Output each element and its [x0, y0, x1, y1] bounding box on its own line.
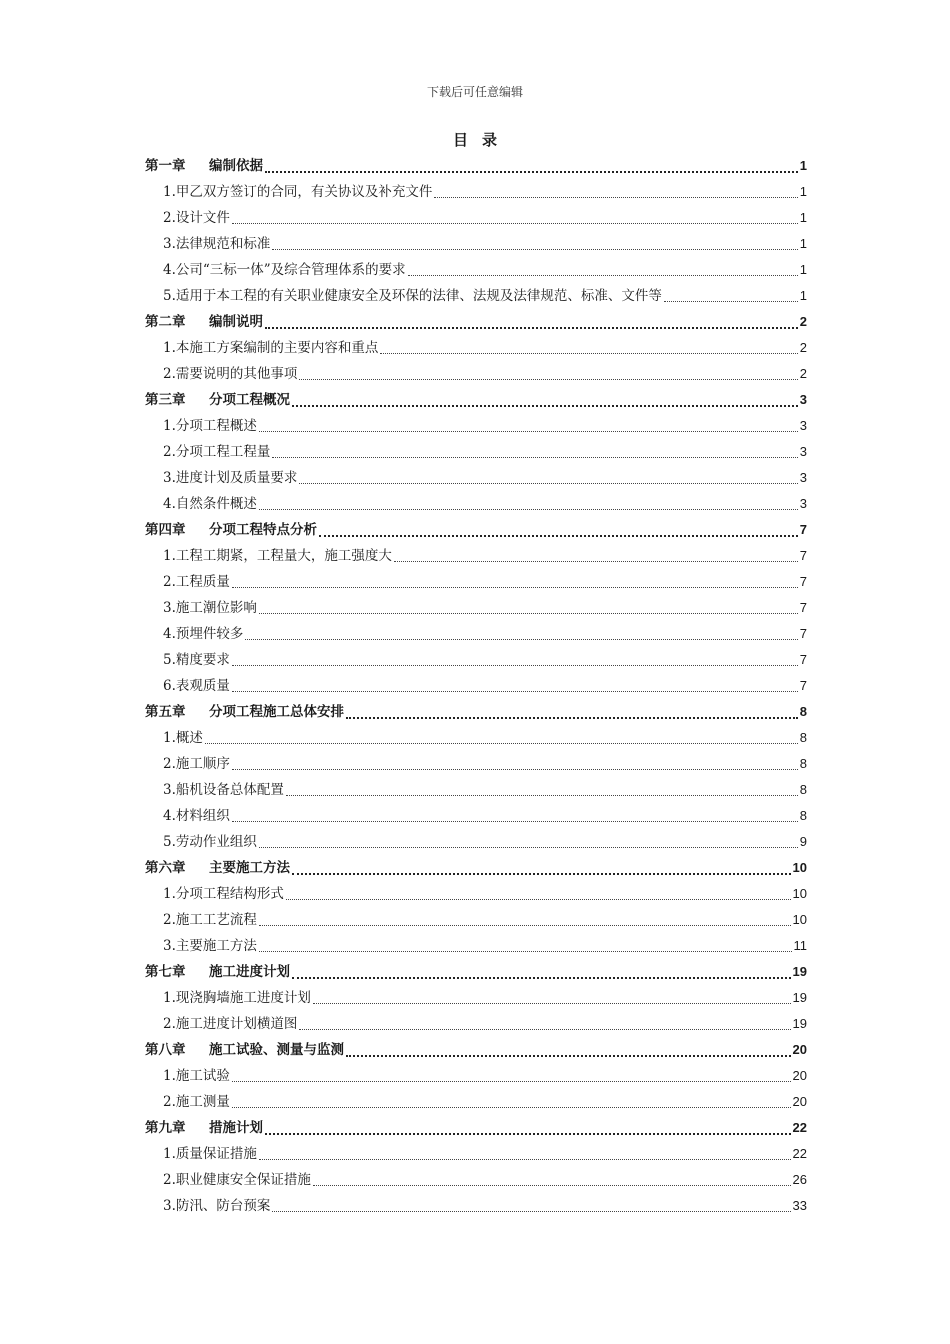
toc-entry-label: [163, 777, 284, 803]
toc-section-entry[interactable]: [145, 647, 807, 673]
toc-entry-title: 3.主要施工方法: [163, 938, 257, 954]
toc-section-entry[interactable]: [145, 829, 807, 855]
toc-entry-title: 措施计划: [209, 1120, 263, 1136]
chapter-number: 第四章: [145, 522, 186, 538]
toc-entry-title: 2.施工工艺流程: [163, 912, 257, 928]
toc-section-entry[interactable]: [145, 777, 807, 803]
toc-entry-label: [163, 933, 257, 959]
toc-page-number: 3: [799, 444, 807, 459]
dot-leader: [319, 534, 798, 537]
dot-leader: [232, 664, 798, 666]
toc-entry-label: [163, 1167, 311, 1193]
toc-entry-title: 5.精度要求: [163, 652, 230, 668]
toc-section-entry[interactable]: [145, 751, 807, 777]
toc-entry-label: [163, 803, 230, 829]
toc-page-number: 7: [799, 574, 807, 589]
toc-page-number: 1: [799, 288, 807, 303]
toc-page-number: 22: [792, 1120, 807, 1135]
toc-entry-title: 施工进度计划: [209, 964, 290, 980]
toc-entry-label: [145, 153, 263, 179]
toc-entry-label: [163, 1141, 257, 1167]
toc-entry-label: [163, 985, 311, 1011]
toc-section-entry[interactable]: [145, 1167, 807, 1193]
toc-entry-title: 2.施工进度计划横道图: [163, 1016, 298, 1032]
toc-section-entry[interactable]: [145, 257, 807, 283]
toc-entry-title: 分项工程施工总体安排: [209, 704, 344, 720]
chapter-number: 第一章: [145, 158, 186, 174]
toc-entry-title: 3.船机设备总体配置: [163, 782, 284, 798]
toc-entry-title: 编制依据: [209, 158, 263, 174]
toc-chapter-entry[interactable]: [145, 1037, 807, 1063]
chapter-number: 第三章: [145, 392, 186, 408]
dot-leader: [380, 352, 797, 354]
toc-section-entry[interactable]: [145, 933, 807, 959]
toc-entry-label: [163, 335, 378, 361]
dot-leader: [394, 560, 798, 562]
dot-leader: [299, 482, 797, 484]
toc-entry-label: [145, 387, 290, 413]
dot-leader: [346, 716, 798, 719]
toc-page-number: 1: [799, 210, 807, 225]
toc-page-number: 2: [799, 314, 807, 329]
dot-leader: [245, 638, 797, 640]
dot-leader: [232, 820, 798, 822]
toc-entry-title: 3.施工潮位影响: [163, 600, 257, 616]
toc-page-number: 20: [792, 1068, 807, 1083]
toc-page-number: 9: [799, 834, 807, 849]
chapter-number: 第二章: [145, 314, 186, 330]
toc-entry-label: [163, 1011, 297, 1037]
dot-leader: [299, 1028, 790, 1030]
dot-leader: [259, 846, 798, 848]
header-note: 下载后可任意编辑: [426, 85, 523, 99]
toc-entry-title: 3.进度计划及质量要求: [163, 470, 298, 486]
toc-entry-title: 1.分项工程概述: [163, 418, 257, 434]
toc-entry-title: 1.概述: [163, 730, 203, 746]
toc-entry-label: [163, 465, 297, 491]
dot-leader: [259, 508, 798, 510]
toc-entry-title: 1.工程工期紧，工程量大，施工强度大: [163, 548, 392, 564]
toc-page-number: 3: [799, 418, 807, 433]
toc-entry-label: [163, 1193, 270, 1219]
dot-leader: [232, 690, 798, 692]
toc-page-number: 8: [799, 730, 807, 745]
toc-entry-label: [163, 439, 270, 465]
dot-leader: [232, 1080, 791, 1082]
toc-section-entry[interactable]: [145, 881, 807, 907]
toc-entry-title: 4.预埋件较多: [163, 626, 244, 642]
dot-leader: [259, 612, 798, 614]
dot-leader: [408, 274, 798, 276]
toc-page-number: 8: [799, 756, 807, 771]
toc-page-number: 2: [799, 366, 807, 381]
toc-chapter-entry[interactable]: [145, 959, 807, 985]
chapter-number: 第八章: [145, 1042, 186, 1058]
toc-page-number: 19: [792, 964, 807, 979]
toc-entry-label: [163, 881, 284, 907]
toc-page-number: 1: [799, 184, 807, 199]
toc-page-number: 8: [799, 808, 807, 823]
dot-leader: [265, 326, 798, 329]
toc-entry-label: [163, 595, 257, 621]
toc-entry-label: [163, 205, 230, 231]
toc-entry-title: 1.甲乙双方签订的合同，有关协议及补充文件: [163, 184, 433, 200]
toc-section-entry[interactable]: [145, 179, 807, 205]
toc-page-number: 10: [792, 886, 807, 901]
toc-entry-title: 2.设计文件: [163, 210, 230, 226]
toc-entry-title: 5.劳动作业组织: [163, 834, 257, 850]
toc-entry-label: [163, 569, 230, 595]
toc-page-number: 20: [792, 1094, 807, 1109]
toc-page-number: 1: [799, 236, 807, 251]
toc-entry-label: [163, 179, 432, 205]
toc-entry-title: 4.材料组织: [163, 808, 230, 824]
toc-page-number: 3: [799, 496, 807, 511]
toc-section-entry[interactable]: [145, 673, 807, 699]
toc-section-entry[interactable]: [145, 1141, 807, 1167]
toc-page-number: 7: [799, 652, 807, 667]
toc-entry-title: 1.现浇胸墙施工进度计划: [163, 990, 311, 1006]
toc-chapter-entry[interactable]: [145, 387, 807, 413]
toc-chapter-entry[interactable]: [145, 309, 807, 335]
dot-leader: [232, 222, 798, 224]
table-of-contents: [145, 153, 807, 1219]
dot-leader: [259, 950, 792, 952]
dot-leader: [259, 924, 791, 926]
toc-entry-title: 5.适用于本工程的有关职业健康安全及环保的法律、法规及法律规范、标准、文件等: [163, 288, 662, 304]
toc-page-number: 8: [799, 704, 807, 719]
chapter-number: 第九章: [145, 1120, 186, 1136]
toc-chapter-entry[interactable]: [145, 855, 807, 881]
toc-section-entry[interactable]: [145, 283, 807, 309]
toc-page-number: 2: [799, 340, 807, 355]
toc-section-entry[interactable]: [145, 907, 807, 933]
toc-section-entry[interactable]: [145, 465, 807, 491]
dot-leader: [232, 1106, 791, 1108]
toc-page-number: 3: [799, 392, 807, 407]
toc-page-number: 7: [799, 548, 807, 563]
toc-entry-label: [163, 751, 230, 777]
toc-page-number: 10: [792, 912, 807, 927]
toc-entry-label: [163, 491, 257, 517]
toc-entry-title: 2.职业健康安全保证措施: [163, 1172, 311, 1188]
toc-page-number: 1: [799, 262, 807, 277]
toc-entry-title: 2.分项工程工程量: [163, 444, 271, 460]
toc-page-number: 7: [799, 678, 807, 693]
toc-section-entry[interactable]: [145, 1193, 807, 1219]
toc-section-entry[interactable]: [145, 621, 807, 647]
toc-page-number: 11: [793, 938, 807, 953]
toc-page-number: 3: [799, 470, 807, 485]
toc-entry-label: [163, 621, 243, 647]
toc-entry-label: [163, 907, 257, 933]
toc-section-entry[interactable]: [145, 595, 807, 621]
dot-leader: [346, 1054, 791, 1057]
toc-entry-label: [145, 959, 290, 985]
toc-entry-title: 1.施工试验: [163, 1068, 230, 1084]
toc-page-number: 33: [792, 1198, 807, 1213]
dot-leader: [232, 768, 798, 770]
toc-section-entry[interactable]: [145, 413, 807, 439]
dot-leader: [664, 300, 798, 302]
toc-entry-label: [145, 855, 290, 881]
toc-chapter-entry[interactable]: [145, 699, 807, 725]
toc-entry-label: [163, 543, 392, 569]
toc-title: 目录: [452, 131, 511, 149]
toc-entry-title: 施工试验、测量与监测: [209, 1042, 344, 1058]
toc-entry-title: 3.防汛、防台预案: [163, 1198, 271, 1214]
chapter-number: 第五章: [145, 704, 186, 720]
toc-section-entry[interactable]: [145, 985, 807, 1011]
toc-entry-label: [163, 673, 230, 699]
dot-leader: [292, 872, 791, 875]
dot-leader: [299, 378, 797, 380]
dot-leader: [313, 1002, 791, 1004]
chapter-number: 第七章: [145, 964, 186, 980]
toc-entry-label: [145, 1115, 263, 1141]
toc-entry-label: [163, 283, 662, 309]
toc-chapter-entry[interactable]: [145, 1115, 807, 1141]
toc-entry-title: 3.法律规范和标准: [163, 236, 271, 252]
toc-entry-title: 4.自然条件概述: [163, 496, 257, 512]
toc-page-number: 19: [792, 1016, 807, 1031]
toc-entry-title: 1.本施工方案编制的主要内容和重点: [163, 340, 379, 356]
dot-leader: [259, 430, 798, 432]
toc-entry-title: 1.质量保证措施: [163, 1146, 257, 1162]
toc-chapter-entry[interactable]: [145, 517, 807, 543]
toc-section-entry[interactable]: [145, 335, 807, 361]
dot-leader: [434, 196, 797, 198]
toc-entry-label: [163, 413, 257, 439]
toc-section-entry[interactable]: [145, 569, 807, 595]
toc-page-number: 19: [792, 990, 807, 1005]
dot-leader: [286, 794, 798, 796]
toc-entry-title: 1.分项工程结构形式: [163, 886, 284, 902]
toc-entry-label: [163, 257, 406, 283]
toc-entry-label: [163, 361, 297, 387]
toc-entry-label: [163, 1089, 230, 1115]
toc-entry-title: 4.公司“三标一体”及综合管理体系的要求: [163, 262, 406, 278]
toc-page-number: 7: [799, 600, 807, 615]
toc-entry-title: 主要施工方法: [209, 860, 290, 876]
dot-leader: [286, 898, 791, 900]
toc-section-entry[interactable]: [145, 1063, 807, 1089]
toc-entry-title: 分项工程概况: [209, 392, 290, 408]
toc-chapter-entry[interactable]: [145, 153, 807, 179]
dot-leader: [272, 1210, 790, 1212]
toc-entry-title: 2.施工顺序: [163, 756, 230, 772]
toc-entry-label: [163, 725, 203, 751]
toc-entry-title: 2.工程质量: [163, 574, 230, 590]
dot-leader: [205, 742, 798, 744]
dot-leader: [292, 976, 791, 979]
toc-entry-label: [145, 309, 263, 335]
toc-entry-label: [163, 1063, 230, 1089]
toc-page-number: 22: [792, 1146, 807, 1161]
toc-section-entry[interactable]: [145, 491, 807, 517]
toc-section-entry[interactable]: [145, 361, 807, 387]
toc-entry-label: [145, 1037, 344, 1063]
dot-leader: [265, 1132, 791, 1135]
toc-entry-title: 编制说明: [209, 314, 263, 330]
toc-page-number: 8: [799, 782, 807, 797]
toc-entry-title: 6.表观质量: [163, 678, 230, 694]
dot-leader: [259, 1158, 791, 1160]
toc-entry-label: [163, 231, 270, 257]
dot-leader: [265, 170, 798, 173]
toc-entry-label: [145, 699, 344, 725]
toc-entry-label: [163, 829, 257, 855]
toc-section-entry[interactable]: [145, 1089, 807, 1115]
toc-page-number: 1: [799, 158, 807, 173]
dot-leader: [292, 404, 798, 407]
toc-section-entry[interactable]: [145, 439, 807, 465]
toc-entry-title: 2.需要说明的其他事项: [163, 366, 298, 382]
dot-leader: [272, 456, 797, 458]
toc-section-entry[interactable]: [145, 803, 807, 829]
toc-section-entry[interactable]: [145, 543, 807, 569]
toc-page-number: 7: [799, 626, 807, 641]
toc-section-entry[interactable]: [145, 725, 807, 751]
toc-entry-title: 2.施工测量: [163, 1094, 230, 1110]
dot-leader: [232, 586, 798, 588]
toc-entry-title: 分项工程特点分析: [209, 522, 317, 538]
toc-section-entry[interactable]: [145, 205, 807, 231]
toc-page-number: 10: [792, 860, 807, 875]
toc-page-number: 26: [792, 1172, 807, 1187]
chapter-number: 第六章: [145, 860, 186, 876]
toc-page-number: 20: [792, 1042, 807, 1057]
toc-page-number: 7: [799, 522, 807, 537]
dot-leader: [313, 1184, 791, 1186]
dot-leader: [272, 248, 797, 250]
toc-section-entry[interactable]: [145, 1011, 807, 1037]
toc-entry-label: [145, 517, 317, 543]
toc-entry-label: [163, 647, 230, 673]
toc-section-entry[interactable]: [145, 231, 807, 257]
